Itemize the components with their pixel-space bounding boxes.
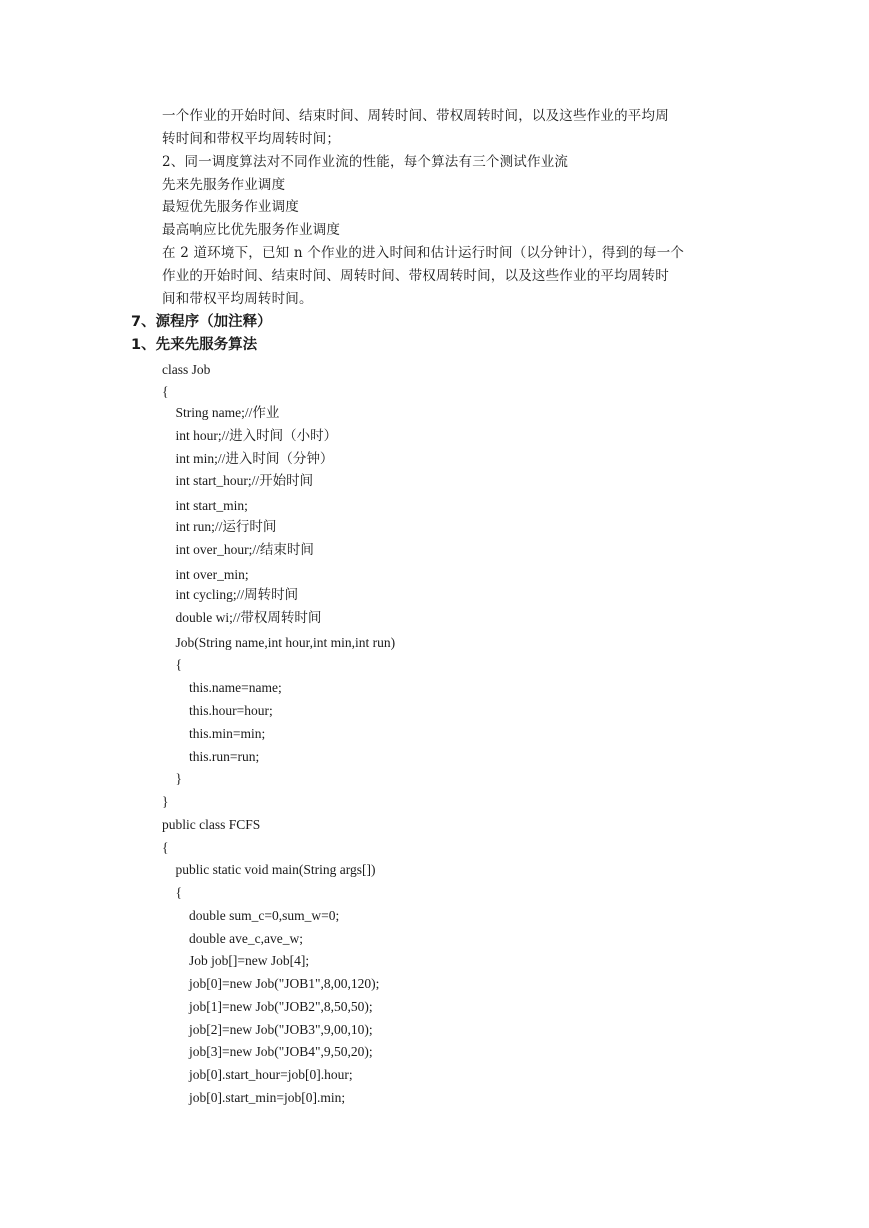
code-line: class Job (162, 362, 211, 377)
code-line: int hour;//进入时间（小时） (162, 428, 338, 443)
paragraph-line: 转时间和带权平均周转时间； (162, 131, 341, 147)
section-heading: 7、源程序（加注释） (131, 314, 272, 330)
code-line: { (162, 840, 169, 855)
code-line: int cycling;//周转时间 (162, 587, 299, 602)
code-line: this.run=run; (162, 749, 260, 764)
code-line: String name;//作业 (162, 405, 280, 420)
code-line: Job job[]=new Job[4]; (162, 953, 310, 968)
code-line: this.name=name; (162, 680, 282, 695)
code-line: job[0].start_min=job[0].min; (162, 1090, 346, 1105)
code-line: job[1]=new Job("JOB2",8,50,50); (162, 999, 373, 1014)
code-line: { (162, 384, 169, 399)
code-line: public class FCFS (162, 817, 261, 832)
code-line: double sum_c=0,sum_w=0; (162, 908, 340, 923)
paragraph-line: 一个作业的开始时间、结束时间、周转时间、带权周转时间，以及这些作业的平均周 (162, 108, 669, 124)
paragraph-line: 最高响应比优先服务作业调度 (162, 222, 341, 238)
code-line: double ave_c,ave_w; (162, 931, 303, 946)
paragraph-line: 作业的开始时间、结束时间、周转时间、带权周转时间，以及这些作业的平均周转时 (162, 268, 669, 284)
code-line: int run;//运行时间 (162, 519, 277, 534)
paragraph-line: 先来先服务作业调度 (162, 177, 286, 193)
code-line: job[0].start_hour=job[0].hour; (162, 1067, 353, 1082)
code-line: this.hour=hour; (162, 703, 273, 718)
code-line: double wi;//带权周转时间 (162, 610, 322, 625)
code-line: int start_min; (162, 498, 248, 513)
paragraph-line: 2、同一调度算法对不同作业流的性能，每个算法有三个测试作业流 (162, 154, 569, 170)
code-line: { (162, 885, 182, 900)
code-line: this.min=min; (162, 726, 266, 741)
code-line: } (162, 771, 182, 786)
code-line: Job(String name,int hour,int min,int run) (162, 635, 396, 650)
code-line: job[0]=new Job("JOB1",8,00,120); (162, 976, 380, 991)
sub-heading: 1、先来先服务算法 (131, 337, 258, 353)
code-line: int start_hour;//开始时间 (162, 473, 314, 488)
code-line: } (162, 794, 169, 809)
code-line: job[3]=new Job("JOB4",9,50,20); (162, 1044, 373, 1059)
paragraph-line: 间和带权平均周转时间。 (162, 291, 313, 307)
code-line: int over_hour;//结束时间 (162, 542, 314, 557)
paragraph-line: 在 2 道环境下，已知 n 个作业的进入时间和估计运行时间（以分钟计），得到的每一个 (162, 245, 685, 261)
code-line: public static void main(String args[]) (162, 862, 376, 877)
paragraph-line: 最短优先服务作业调度 (162, 199, 299, 215)
code-line: int min;//进入时间（分钟） (162, 451, 334, 466)
code-line: job[2]=new Job("JOB3",9,00,10); (162, 1022, 373, 1037)
code-line: { (162, 657, 182, 672)
code-line: int over_min; (162, 567, 249, 582)
